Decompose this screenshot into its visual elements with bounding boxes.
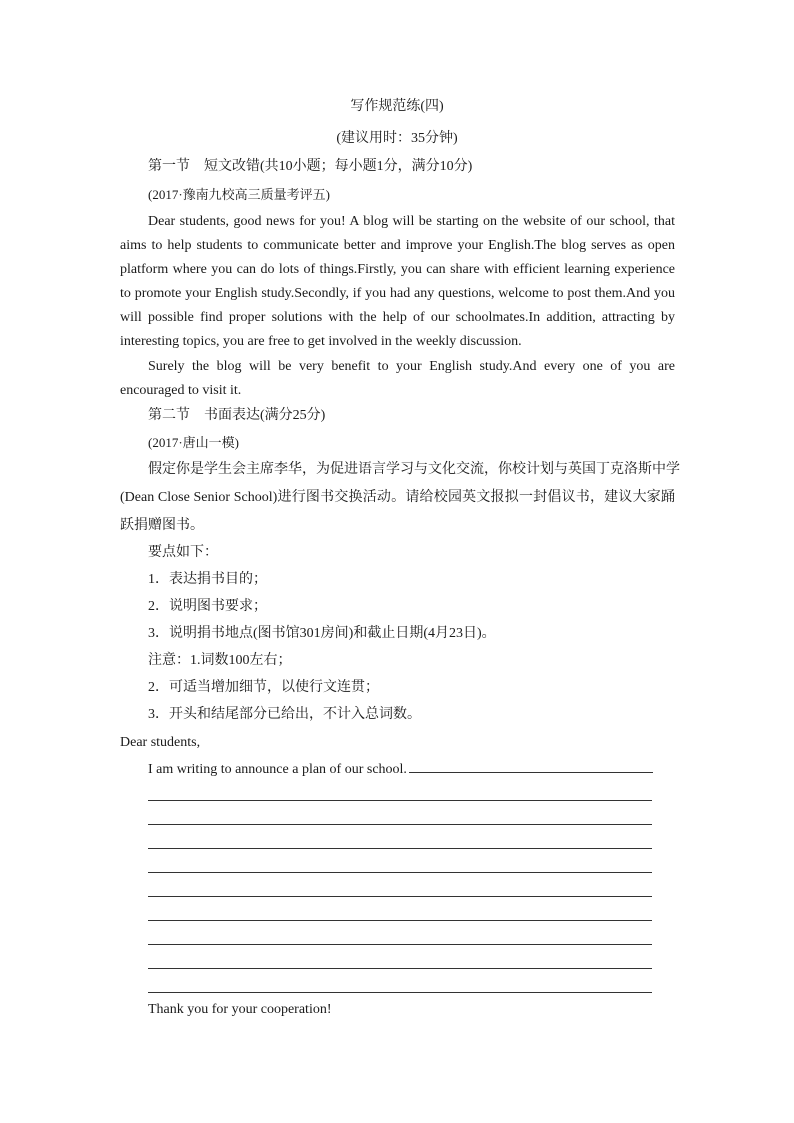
answer-line[interactable]: [148, 800, 652, 801]
passage-line: encouraged to visit it.: [120, 383, 242, 398]
section2-heading: 第二节 书面表达(满分25分): [148, 408, 326, 423]
note-item: 注意：1.词数100左右；: [148, 653, 292, 668]
answer-line[interactable]: [148, 992, 652, 993]
answer-blank[interactable]: [409, 758, 653, 773]
answer-line[interactable]: [148, 968, 652, 969]
note-item: 3．开头和结尾部分已给出，不计入总词数。: [148, 707, 421, 722]
answer-line[interactable]: [148, 872, 652, 873]
passage-line: platform where you can do lots of things.Firstly, you can share with efficient learning experience: [120, 262, 675, 277]
answer-line[interactable]: [148, 944, 652, 945]
passage-line: Dear students, good news for you! A blog will be starting on the website of our school, that: [148, 214, 675, 229]
closing-sentence: Thank you for your cooperation!: [148, 1002, 332, 1017]
salutation: Dear students,: [120, 735, 201, 750]
note-item: 2．可适当增加细节，以使行文连贯；: [148, 680, 379, 695]
section1-source: (2017·豫南九校高三质量考评五): [148, 187, 330, 202]
answer-line[interactable]: [148, 848, 652, 849]
answer-line[interactable]: [148, 896, 652, 897]
passage-line: will possible find proper solutions with the help of our schoolmates.In addition, attracting by: [120, 310, 675, 325]
answer-line[interactable]: [148, 824, 652, 825]
opening-text: I am writing to announce a plan of our school.: [148, 762, 407, 777]
passage-line: interesting topics, you are free to get involved in the weekly discussion.: [120, 334, 522, 349]
passage-line: Surely the blog will be very benefit to your English study.And every one of you are: [148, 359, 675, 374]
points-label: 要点如下：: [148, 545, 218, 560]
point-item: 2．说明图书要求；: [148, 599, 267, 614]
passage-line: to promote your English study.Secondly, if you had any questions, welcome to post them.And you: [120, 286, 675, 301]
prompt-line: 假定你是学生会主席李华，为促进语言学习与文化交流，你校计划与英国丁克洛斯中学: [148, 462, 680, 477]
page-subtitle: (建议用时：35分钟): [336, 131, 458, 146]
passage-line: aims to help students to communicate better and improve your English.The blog serves as open: [120, 238, 675, 253]
prompt-line: (Dean Close Senior School)进行图书交换活动。请给校园英文报拟一封倡议书，建议大家踊: [120, 490, 675, 505]
point-item: 3．说明捐书地点(图书馆301房间)和截止日期(4月23日)。: [148, 626, 496, 641]
point-item: 1．表达捐书目的；: [148, 572, 267, 587]
section1-heading: 第一节 短文改错(共10小题；每小题1分，满分10分): [148, 159, 473, 174]
page-title: 写作规范练(四): [350, 99, 444, 114]
answer-line[interactable]: [148, 920, 652, 921]
opening-sentence: [148, 758, 675, 782]
prompt-line: 跃捐赠图书。: [120, 518, 204, 533]
section2-source: (2017·唐山一模): [148, 435, 239, 450]
